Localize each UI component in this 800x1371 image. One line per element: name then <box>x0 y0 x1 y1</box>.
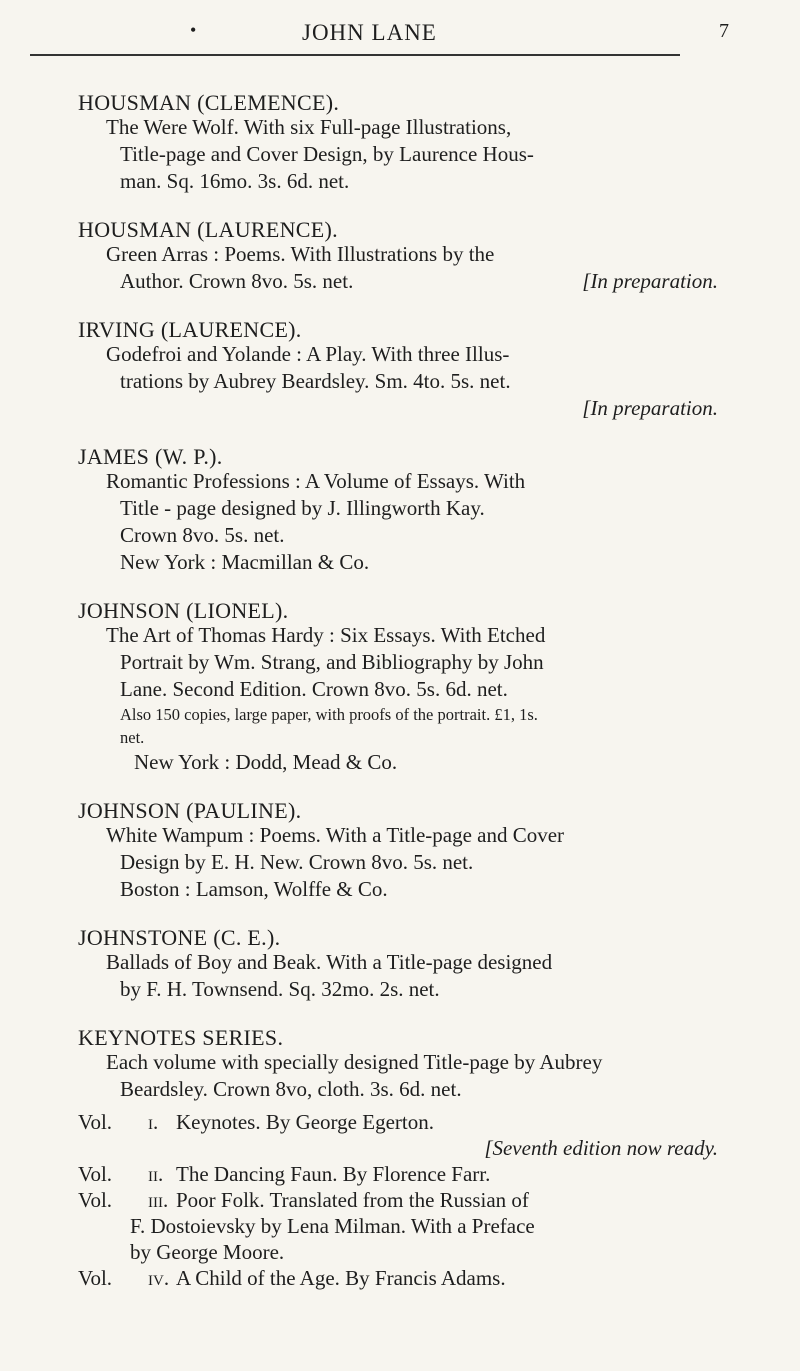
entry-line: Ballads of Boy and Beak. With a Title-page designed <box>106 950 553 974</box>
entry-publisher: New York : Macmillan & Co. <box>120 550 370 574</box>
entry-publisher: New York : Dodd, Mead & Co. <box>134 750 398 774</box>
volume-continuation: by George Moore. <box>130 1240 285 1264</box>
volume-title: A Child of the Age. By Francis Adams. <box>176 1266 506 1290</box>
volume-number: i. <box>148 1110 159 1134</box>
status-note: [In preparation. <box>582 396 718 420</box>
volume-label: Vol. <box>78 1110 113 1134</box>
entry-line: Each volume with specially designed Title-page by Aubrey <box>106 1050 603 1074</box>
entry-heading: HOUSMAN (CLEMENCE). <box>78 90 340 115</box>
entry-line: Design by E. H. New. Crown 8vo. 5s. net. <box>120 850 474 874</box>
catalogue-entry <box>78 600 718 776</box>
volume-label: Vol. <box>78 1266 113 1290</box>
volume-number: iii. <box>148 1188 169 1212</box>
entry-line: White Wampum : Poems. With a Title-page and Cover <box>106 823 565 847</box>
entry-note: net. <box>120 728 145 747</box>
catalogue-entry <box>78 92 718 195</box>
entry-line: Crown 8vo. 5s. net. <box>120 523 285 547</box>
volume-label: Vol. <box>78 1188 113 1212</box>
catalogue-entry <box>78 1027 718 1103</box>
entry-line: Author. Crown 8vo. 5s. net. <box>120 269 354 293</box>
volume-row <box>78 1109 718 1135</box>
entry-line: The Were Wolf. With six Full-page Illustrations, <box>106 115 512 139</box>
entry-note: Also 150 copies, large paper, with proofs of the portrait. £1, 1s. <box>120 705 538 724</box>
entry-line: Godefroi and Yolande : A Play. With three Illus- <box>106 342 510 366</box>
catalogue-entry <box>78 927 718 1003</box>
entry-line: Title - page designed by J. Illingworth Kay. <box>120 496 485 520</box>
entry-heading: JOHNSON (PAULINE). <box>78 798 302 823</box>
entry-line: man. Sq. 16mo. 3s. 6d. net. <box>120 169 350 193</box>
bullet-ornament: • <box>190 20 198 40</box>
entry-line: by F. H. Townsend. Sq. 32mo. 2s. net. <box>120 977 440 1001</box>
volume-number: ii. <box>148 1162 164 1186</box>
entry-line: Lane. Second Edition. Crown 8vo. 5s. 6d. net. <box>120 677 508 701</box>
entry-heading: JOHNSON (LIONEL). <box>78 598 289 623</box>
volume-list <box>78 1109 718 1291</box>
volume-row <box>78 1161 718 1187</box>
entry-line: Romantic Professions : A Volume of Essays. With <box>106 469 526 493</box>
volume-row <box>78 1265 718 1291</box>
entry-heading: JAMES (W. P.). <box>78 444 223 469</box>
volume-number: iv. <box>148 1266 170 1290</box>
catalogue-entry <box>78 800 718 903</box>
entry-line: Title-page and Cover Design, by Laurence Hous- <box>120 142 534 166</box>
volume-row <box>78 1187 718 1213</box>
header-rule <box>30 54 680 56</box>
volume-label: Vol. <box>78 1162 113 1186</box>
entry-line-with-status <box>78 268 718 295</box>
volume-title: The Dancing Faun. By Florence Farr. <box>176 1162 491 1186</box>
entry-line: Beardsley. Crown 8vo, cloth. 3s. 6d. net. <box>120 1077 462 1101</box>
entry-heading: JOHNSTONE (C. E.). <box>78 925 281 950</box>
catalogue-entry <box>78 319 718 422</box>
entry-heading: HOUSMAN (LAURENCE). <box>78 217 338 242</box>
status-note: [Seventh edition now ready. <box>484 1136 718 1160</box>
entry-heading: IRVING (LAURENCE). <box>78 317 302 342</box>
entry-publisher: Boston : Lamson, Wolffe & Co. <box>120 877 388 901</box>
volume-title: Poor Folk. Translated from the Russian of <box>176 1188 529 1212</box>
running-head-title: JOHN LANE <box>302 20 437 45</box>
volume-title: Keynotes. By George Egerton. <box>176 1110 434 1134</box>
entry-line: trations by Aubrey Beardsley. Sm. 4to. 5s. net. <box>120 369 511 393</box>
entry-line: Green Arras : Poems. With Illustrations by the <box>106 242 495 266</box>
page-number: 7 <box>719 20 730 42</box>
entry-heading: KEYNOTES SERIES. <box>78 1025 284 1050</box>
catalogue-entry <box>78 446 718 576</box>
status-note: [In preparation. <box>582 269 718 293</box>
entry-line: The Art of Thomas Hardy : Six Essays. With Etched <box>106 623 546 647</box>
running-head <box>40 18 730 48</box>
volume-continuation: F. Dostoievsky by Lena Milman. With a Preface <box>130 1214 535 1238</box>
catalogue-content <box>78 92 718 1291</box>
entry-line: Portrait by Wm. Strang, and Bibliography by John <box>120 650 544 674</box>
catalogue-entry <box>78 219 718 295</box>
